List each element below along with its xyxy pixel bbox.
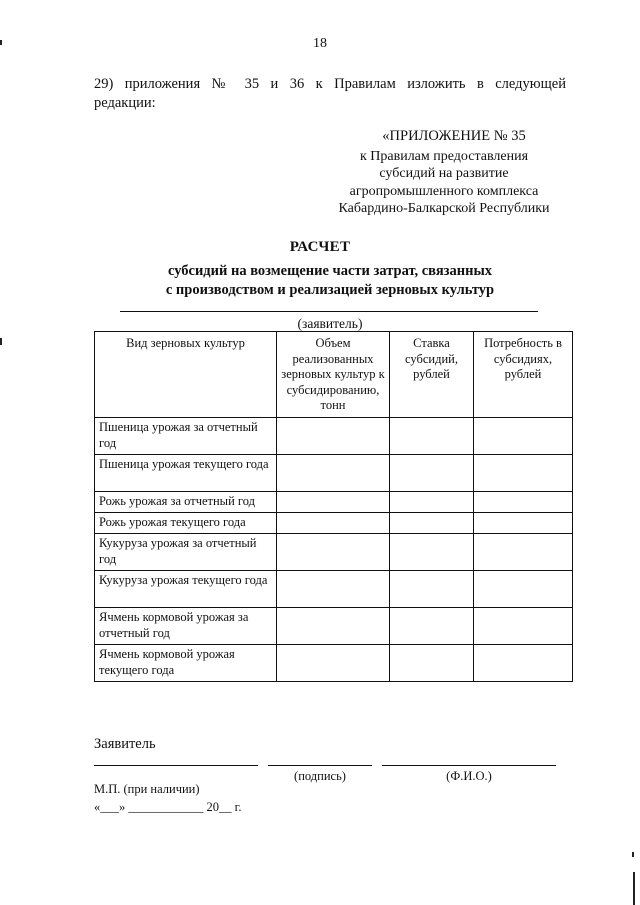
document-subtitle-line: с производством и реализацией зерновых культур [165, 282, 495, 298]
scan-edge-mark [632, 852, 634, 857]
empty-cell [390, 418, 474, 455]
table-header-row [95, 332, 573, 418]
empty-cell [474, 645, 573, 682]
name-caption: (Ф.И.О.) [446, 769, 492, 783]
table-header-cell: Потребность в субсидиях, рублей [474, 332, 573, 418]
crop-name-cell: Кукуруза урожая текущего года [95, 571, 277, 608]
empty-cell [474, 608, 573, 645]
document-subtitle-line: субсидий на возмещение части затрат, связанных [167, 263, 493, 279]
table-row [95, 513, 573, 534]
empty-cell [474, 513, 573, 534]
appendix-title: «ПРИЛОЖЕНИЕ № 35 [382, 128, 526, 144]
empty-cell [474, 571, 573, 608]
crop-name-cell: Ячмень кормовой урожая за отчетный год [95, 608, 277, 645]
crop-name-cell: Рожь урожая текущего года [95, 513, 277, 534]
empty-cell [277, 534, 390, 571]
empty-cell [390, 645, 474, 682]
empty-cell [390, 608, 474, 645]
empty-cell [277, 492, 390, 513]
scan-edge-mark [633, 872, 635, 905]
appendix-line: к Правилам предоставления [359, 148, 529, 164]
date-field: «___» ____________ 20__ г. [94, 800, 242, 814]
crop-name-cell: Ячмень кормовой урожая текущего года [95, 645, 277, 682]
table-row [95, 534, 573, 571]
signature-blank-line [268, 765, 372, 766]
table-row [95, 492, 573, 513]
appendix-line: субсидий на развитие [379, 166, 509, 181]
table-row [95, 645, 573, 682]
empty-cell [474, 418, 573, 455]
empty-cell [277, 513, 390, 534]
empty-cell [277, 571, 390, 608]
empty-cell [277, 418, 390, 455]
crop-name-cell: Рожь урожая за отчетный год [95, 492, 277, 513]
crop-name-cell: Кукуруза урожая за отчетный год [95, 534, 277, 571]
empty-cell [390, 571, 474, 608]
empty-cell [277, 455, 390, 492]
table-header-cell: Вид зерновых культур [95, 332, 277, 418]
calculation-table [94, 331, 573, 682]
table-row [95, 455, 573, 492]
intro-paragraph-line1: 29) приложения № 35 и 36 к Правилам изложить в следующей [94, 76, 566, 92]
appendix-line: Кабардино-Балкарской Республики [338, 201, 550, 216]
table-row [95, 418, 573, 455]
table-header-cell: Ставка субсидий, рублей [390, 332, 474, 418]
appendix-line: агропромышленного комплекса [349, 183, 539, 199]
position-blank-line [94, 765, 258, 766]
page-number: 18 [313, 36, 327, 51]
crop-name-cell: Пшеница урожая за отчетный год [95, 418, 277, 455]
applicant-signature-label: Заявитель [94, 736, 156, 752]
crop-name-cell: Пшеница урожая текущего года [95, 455, 277, 492]
empty-cell [474, 534, 573, 571]
empty-cell [277, 645, 390, 682]
table-row [95, 608, 573, 645]
table-header-cell: Объем реализованных зерновых культур к субсидированию, тонн [277, 332, 390, 418]
document-title: РАСЧЕТ [289, 239, 351, 255]
signature-caption: (подпись) [294, 769, 346, 783]
empty-cell [474, 455, 573, 492]
name-blank-line [382, 765, 556, 766]
table-row [95, 571, 573, 608]
intro-paragraph-line2: редакции: [94, 95, 156, 111]
empty-cell [277, 608, 390, 645]
empty-cell [390, 513, 474, 534]
empty-cell [390, 455, 474, 492]
applicant-caption: (заявитель) [297, 316, 363, 331]
scan-edge-mark [0, 40, 2, 45]
empty-cell [390, 492, 474, 513]
appendix-block [320, 128, 568, 218]
empty-cell [390, 534, 474, 571]
applicant-blank-line [120, 311, 538, 312]
document-subtitle [0, 262, 640, 300]
scan-edge-mark [0, 338, 2, 345]
empty-cell [474, 492, 573, 513]
stamp-note: М.П. (при наличии) [94, 782, 200, 796]
